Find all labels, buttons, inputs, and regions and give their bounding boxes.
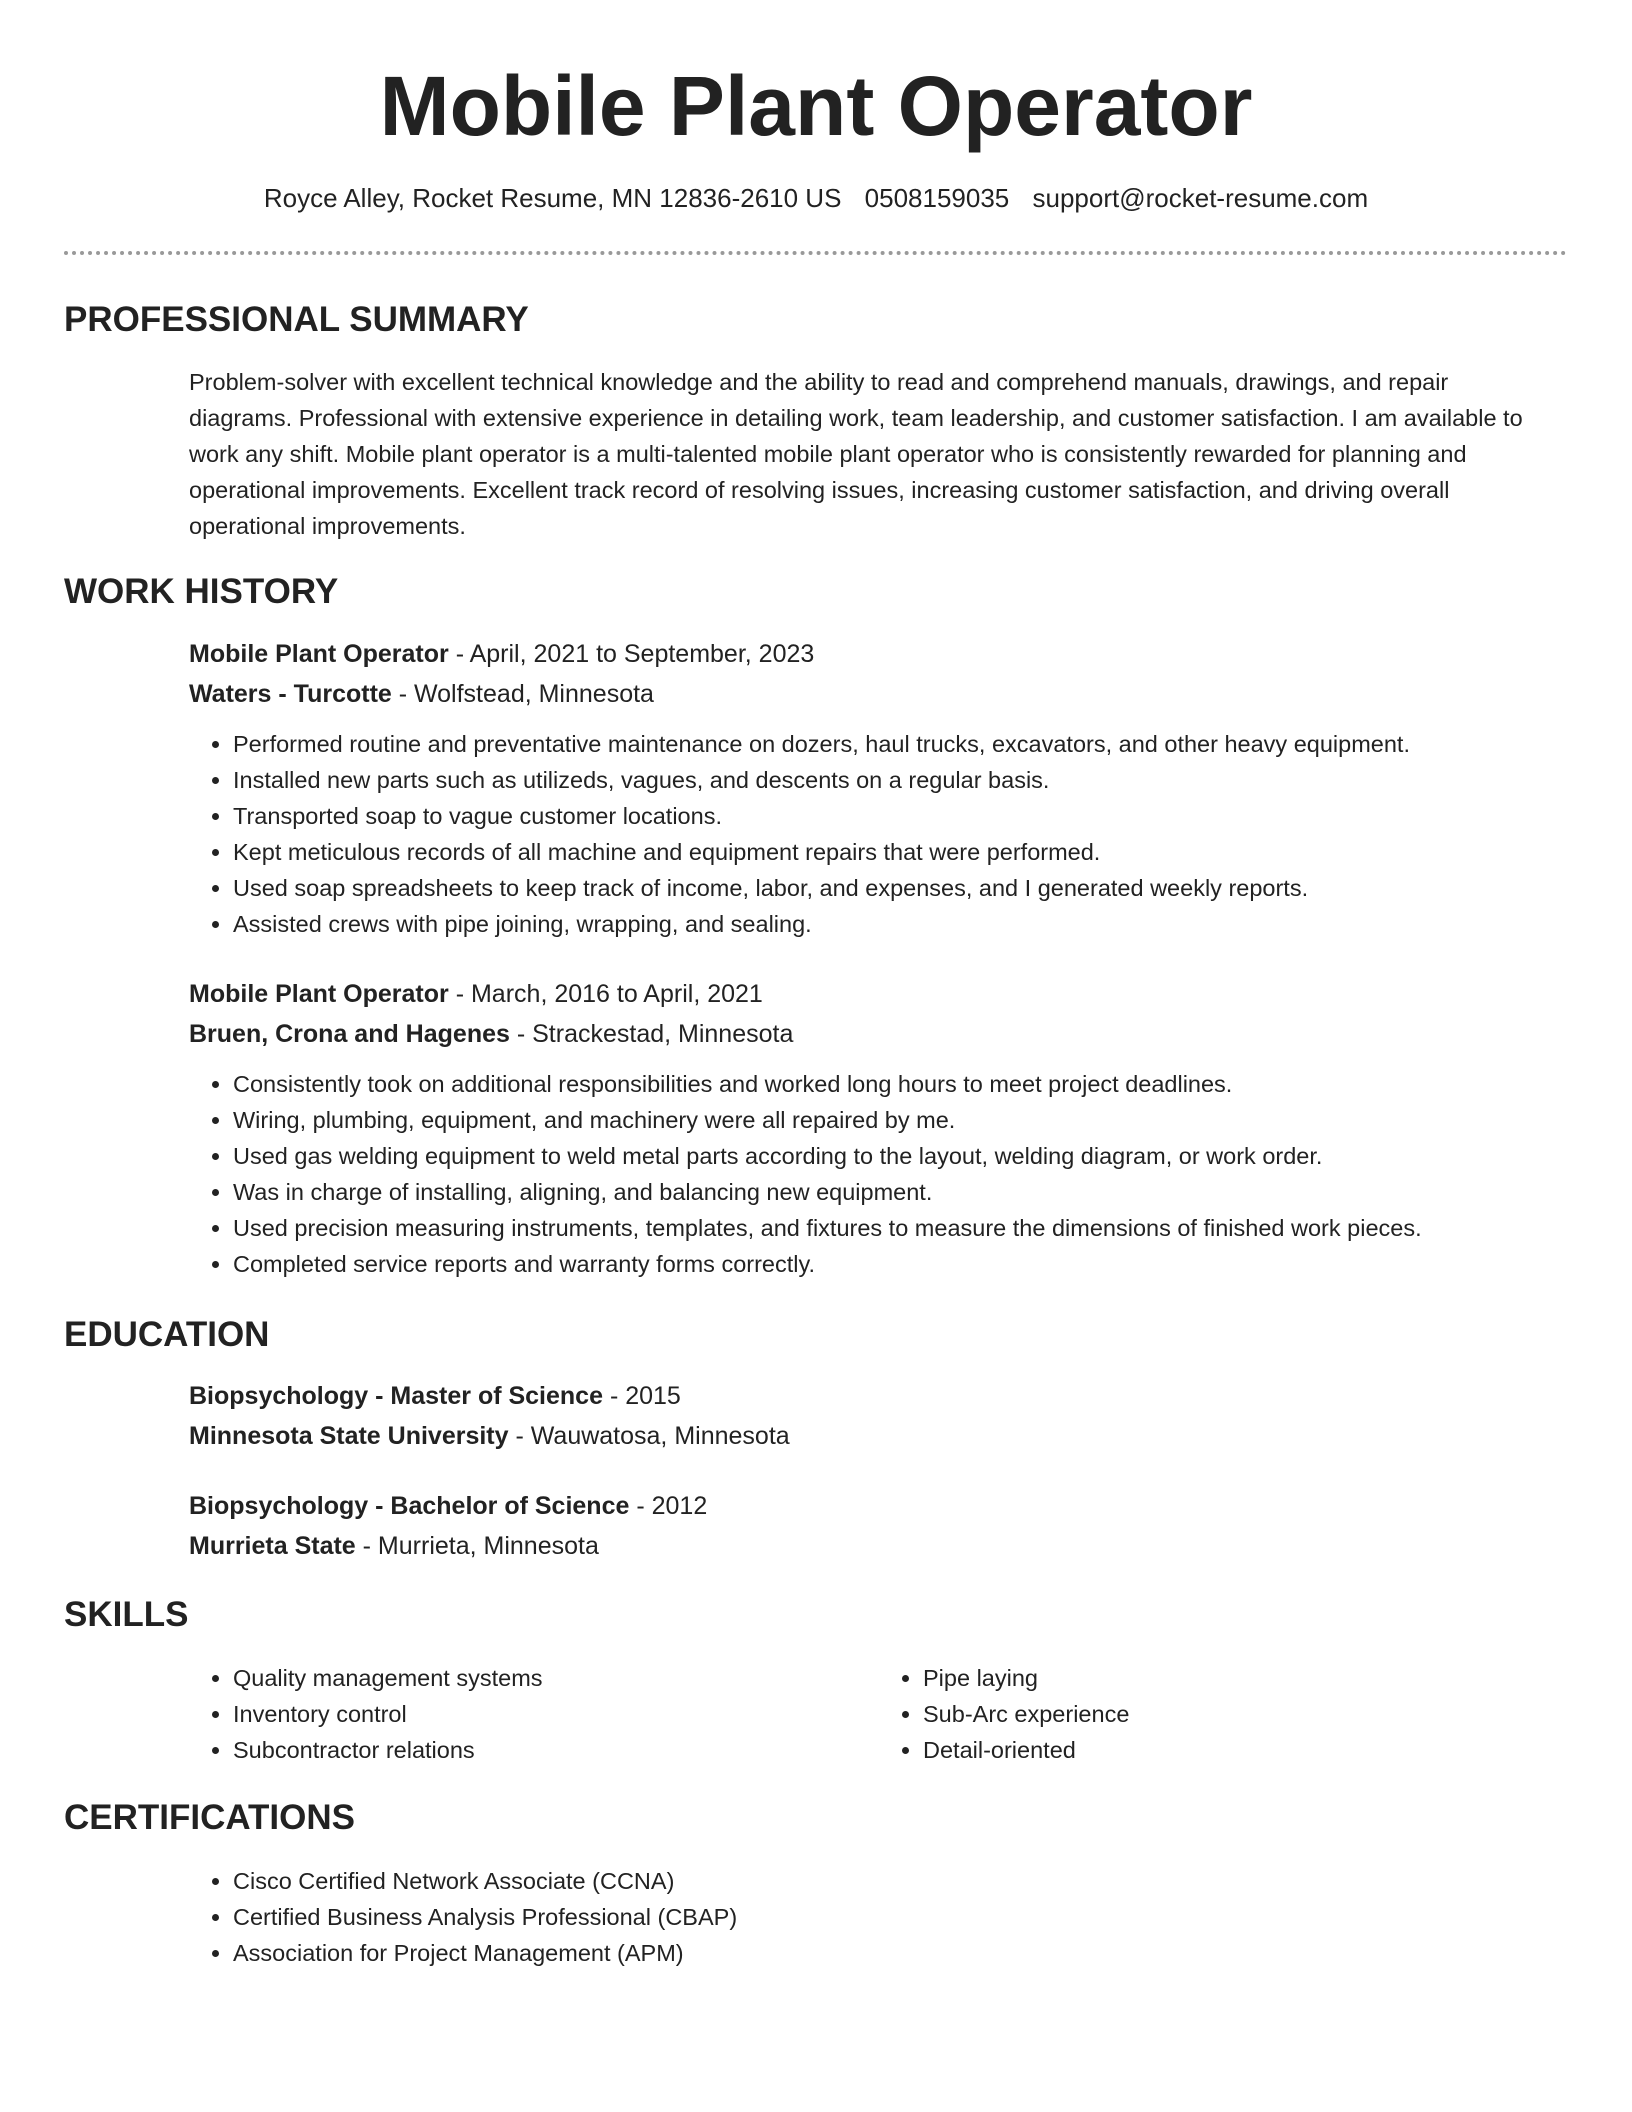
job-dates: - April, 2021 to September, 2023 (448, 640, 815, 668)
section-title-certifications: CERTIFICATIONS (64, 1798, 356, 1837)
job-role: Mobile Plant Operator (189, 980, 449, 1008)
skills-column-right (879, 1660, 1569, 1768)
skill-item: • Subcontractor relations (233, 1732, 879, 1768)
contact-phone: 0508159035 (864, 183, 1010, 213)
job-title-line (189, 634, 1569, 674)
contact-line (0, 180, 1632, 216)
job-bullet: • Used soap spreadsheets to keep track of income, labor, and expenses, and I generated weekly reports. (233, 870, 1569, 906)
job-bullet: • Kept meticulous records of all machine and equipment repairs that were performed. (233, 834, 1569, 870)
education-school-line (189, 1416, 1569, 1456)
skills-column-left (189, 1660, 879, 1768)
certification-item: • Certified Business Analysis Professional (CBAP) (233, 1899, 1569, 1935)
job-bullets (189, 726, 1569, 942)
education-school: Murrieta State (189, 1532, 356, 1560)
job-bullets (189, 1066, 1569, 1282)
education-year: - 2015 (603, 1382, 681, 1410)
education-location: - Wauwatosa, Minnesota (508, 1422, 790, 1450)
job-company-line (189, 674, 1569, 714)
job-entry (189, 974, 1569, 1282)
job-bullet: • Performed routine and preventative maintenance on dozers, haul trucks, excavators, and other heavy equipment. (233, 726, 1569, 762)
job-entry (189, 634, 1569, 942)
job-title-line (189, 974, 1569, 1014)
education-degree-line (189, 1376, 1569, 1416)
certification-item: • Cisco Certified Network Associate (CCNA) (233, 1863, 1569, 1899)
certification-item: • Association for Project Management (APM) (233, 1935, 1569, 1971)
skill-item: • Quality management systems (233, 1660, 879, 1696)
summary-text: Problem-solver with excellent technical knowledge and the ability to read and comprehend manuals, drawings, and repair diagrams. Professional with extensive experience in detailing work, team leadership, and customer satisfaction. I am available to work any shift. Mobile plant operator is a multi-talented mobile plant operator who is consistently rewarded for planning and operational improvements. Excellent track record of resolving issues, increasing customer satisfaction, and driving overall operational improvements. (189, 369, 1523, 539)
section-title-summary: PROFESSIONAL SUMMARY (64, 300, 529, 339)
contact-address: Royce Alley, Rocket Resume, MN 12836-2610 US (263, 183, 842, 213)
job-bullet: • Used precision measuring instruments, templates, and fixtures to measure the dimensions of finished work pieces. (233, 1210, 1569, 1246)
job-bullet: • Used gas welding equipment to weld metal parts according to the layout, welding diagram, or work order. (233, 1138, 1569, 1174)
section-title-education: EDUCATION (64, 1315, 270, 1354)
certification-bullets (189, 1863, 1569, 1971)
header-divider (64, 251, 1567, 255)
skill-item: • Sub-Arc experience (923, 1696, 1569, 1732)
job-bullet: • Wiring, plumbing, equipment, and machinery were all repaired by me. (233, 1102, 1569, 1138)
education-degree-line (189, 1486, 1569, 1526)
job-bullet: • Installed new parts such as utilizeds, vagues, and descents on a regular basis. (233, 762, 1569, 798)
skill-item: • Pipe laying (923, 1660, 1569, 1696)
job-bullet: • Was in charge of installing, aligning, and balancing new equipment. (233, 1174, 1569, 1210)
section-title-work: WORK HISTORY (64, 572, 339, 611)
job-bullet: • Assisted crews with pipe joining, wrapping, and sealing. (233, 906, 1569, 942)
education-degree: Biopsychology - Bachelor of Science (189, 1492, 630, 1520)
education-year: - 2012 (629, 1492, 708, 1520)
contact-email: support@rocket-resume.com (1032, 183, 1369, 213)
summary-block (189, 364, 1549, 544)
job-role: Mobile Plant Operator (189, 640, 449, 668)
education-school-line (189, 1526, 1569, 1566)
education-location: - Murrieta, Minnesota (355, 1532, 599, 1560)
job-dates: - March, 2016 to April, 2021 (448, 980, 763, 1008)
education-school: Minnesota State University (189, 1422, 509, 1450)
section-title-skills: SKILLS (64, 1595, 189, 1634)
job-location: - Strackestad, Minnesota (509, 1020, 794, 1048)
education-entry (189, 1376, 1569, 1456)
resume-name: Mobile Plant Operator (379, 59, 1253, 153)
job-company-line (189, 1014, 1569, 1054)
job-location: - Wolfstead, Minnesota (391, 680, 654, 708)
job-company: Bruen, Crona and Hagenes (189, 1020, 510, 1048)
job-bullet: • Transported soap to vague customer locations. (233, 798, 1569, 834)
certifications-list (189, 1863, 1569, 1971)
job-bullet: • Completed service reports and warranty forms correctly. (233, 1246, 1569, 1282)
job-company: Waters - Turcotte (189, 680, 392, 708)
education-entry (189, 1486, 1569, 1566)
skill-item: • Inventory control (233, 1696, 879, 1732)
job-bullet: • Consistently took on additional responsibilities and worked long hours to meet project deadlines. (233, 1066, 1569, 1102)
skills-list (189, 1660, 1569, 1768)
skill-item: • Detail-oriented (923, 1732, 1569, 1768)
education-degree: Biopsychology - Master of Science (189, 1382, 603, 1410)
